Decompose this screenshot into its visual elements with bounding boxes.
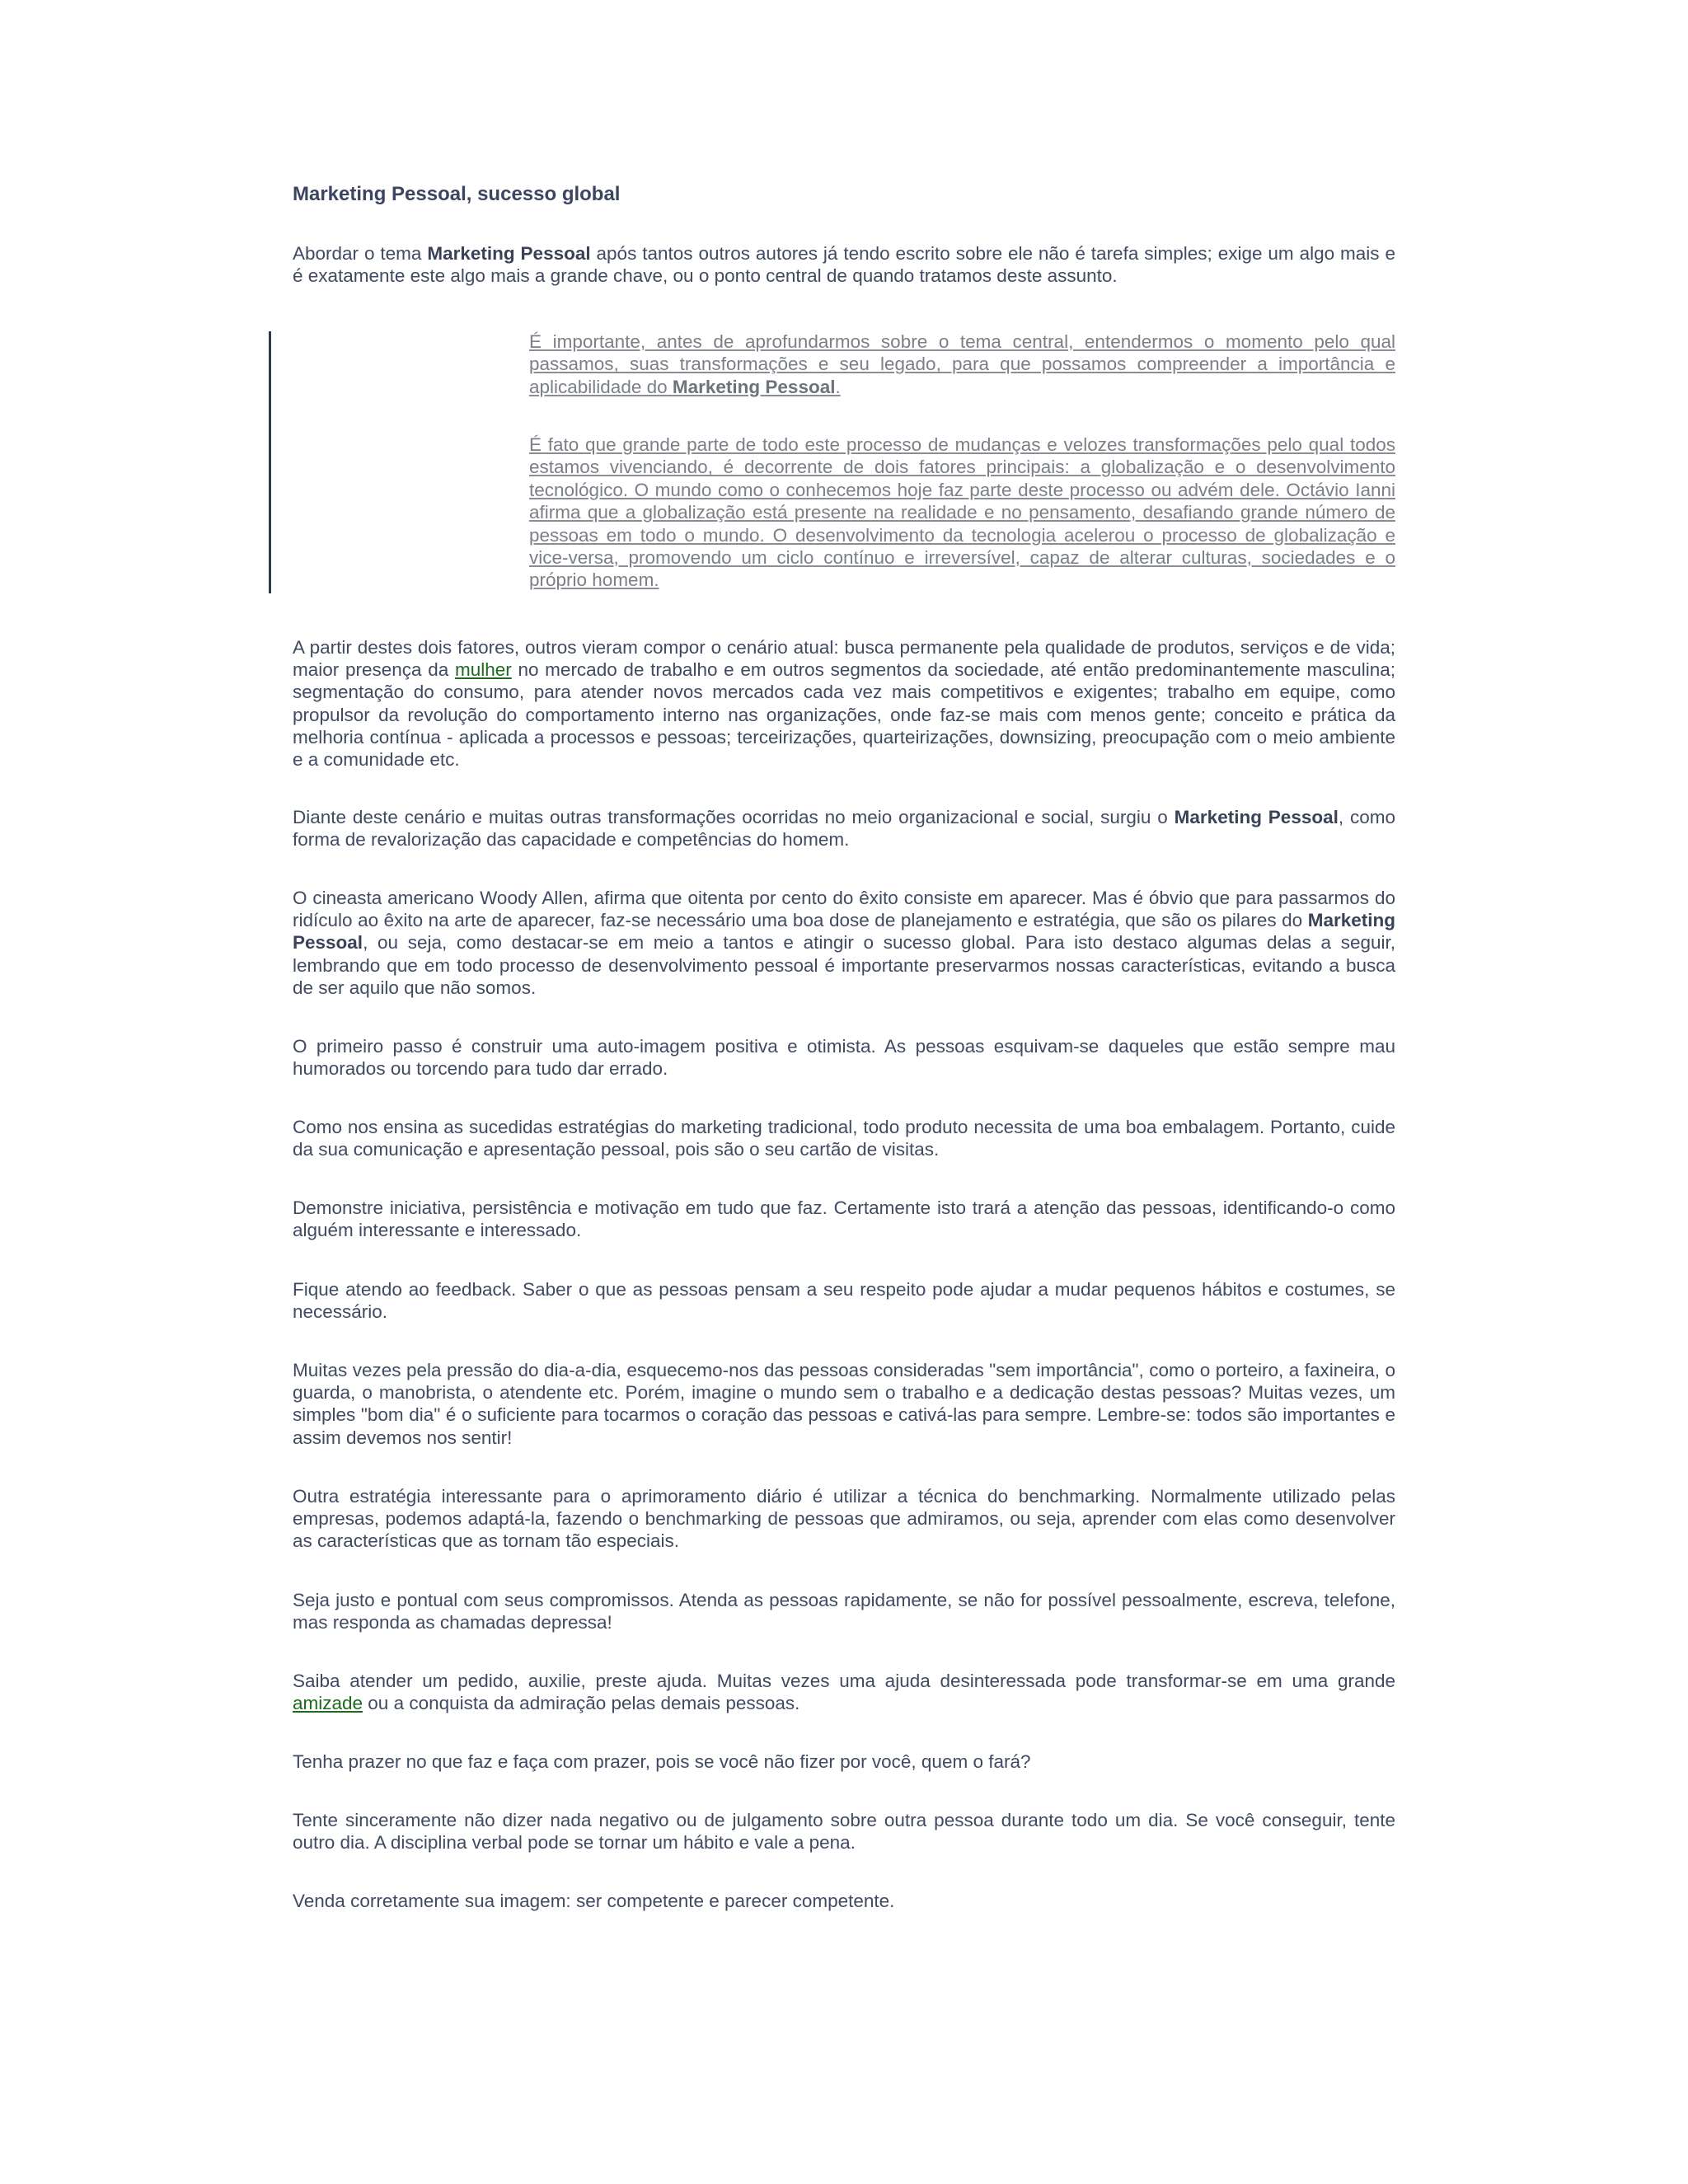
- paragraph-pleasure: Tenha prazer no que faz e faça com prazer, pois se você não fizer por você, quem o fará?: [293, 1751, 1031, 1772]
- p3-text-before: O cineasta americano Woody Allen, afirma que oitenta por cento do êxito consiste em aparecer. Mas é óbvio que para passarmos do ridículo ao êxito na arte de aparecer, faz-se necessário uma boa dose de planejamento e estratégia, que são os pilares do: [293, 888, 1395, 931]
- paragraph-image: Venda corretamente sua imagem: ser competente e parecer competente.: [293, 1891, 895, 1911]
- intro-text-before: Abordar o tema: [293, 243, 428, 264]
- paragraph-feedback: Fique atendo ao feedback. Saber o que as pessoas pensam a seu respeito pode ajudar a mudar pequenos hábitos e costumes, se necessário.: [293, 1279, 1395, 1323]
- quote-paragraph-2: É fato que grande parte de todo este processo de mudanças e velozes transformações pelo qual todos estamos vivenciando, é decorrente de dois fatores principais: a globalização e o desenvolvimento tecnológico. O mundo como o conhecemos hoje faz parte deste processo ou advém dele. Octávio Ianni afirma que a globalização está presente na realidade e no pensamento, desafiando grande número de pessoas em todo o mundo. O desenvolvimento da tecnologia acelerou o processo de globalização e vice-versa, promovendo um ciclo contínuo e irreversível, capaz de alterar culturas, sociedades e o próprio homem.: [529, 434, 1395, 591]
- p2-text-after: , como forma de revalorização das capacidade e competências do homem.: [293, 807, 1395, 851]
- p11-text-before: Saiba atender um pedido, auxilie, preste ajuda. Muitas vezes uma ajuda desinteressada pode transformar-se em uma grande: [293, 1671, 1395, 1691]
- quote1-bold-term: Marketing Pessoal: [672, 376, 836, 397]
- quote1-text-after: .: [835, 376, 841, 397]
- paragraph-initiative: Demonstre iniciativa, persistência e motivação em tudo que faz. Certamente isto trará a atenção das pessoas, identificando-o como alguém interessante e interessado.: [293, 1197, 1395, 1241]
- intro-text-after: após tantos outros autores já tendo escrito sobre ele não é tarefa simples; exige um algo mais e é exatamente este algo mais a grande chave, ou o ponto central de quando tratamos deste assunto.: [293, 243, 1395, 287]
- paragraph-self-image: O primeiro passo é construir uma auto-imagem positiva e otimista. As pessoas esquivam-se daqueles que estão sempre mau humorados ou torcendo para tudo dar errado.: [293, 1036, 1395, 1080]
- page-title: Marketing Pessoal, sucesso global: [293, 183, 621, 205]
- paragraph-benchmarking: Outra estratégia interessante para o aprimoramento diário é utilizar a técnica do benchmarking. Normalmente utilizado pelas empresas, podemos adaptá-la, fazendo o benchmarking de pessoas que admiramos, ou seja, aprender com elas como desenvolver as características que as tornam tão especiais.: [293, 1486, 1395, 1552]
- paragraph-punctual: Seja justo e pontual com seus compromissos. Atenda as pessoas rapidamente, se não for possível pessoalmente, escreva, telefone, mas responda as chamadas depressa!: [293, 1590, 1395, 1633]
- paragraph-packaging: Como nos ensina as sucedidas estratégias do marketing tradicional, todo produto necessita de uma boa embalagem. Portanto, cuide da sua comunicação e apresentação pessoal, pois são o seu cartão de visitas.: [293, 1117, 1395, 1160]
- p1-text-before: A partir destes dois fatores, outros vieram compor o cenário atual: busca permanente pela qualidade de produtos, serviços e de vida; maior presença da: [293, 637, 1395, 681]
- p2-bold-term: Marketing Pessoal: [1174, 807, 1339, 827]
- p3-bold-term: Marketing Pessoal: [293, 910, 1395, 954]
- paragraph-verbal-discipline: Tente sinceramente não dizer nada negativo ou de julgamento sobre outra pessoa durante todo um dia. Se você conseguir, tente outro dia. A disciplina verbal pode se tornar um hábito e vale a pena.: [293, 1810, 1395, 1854]
- intro-bold-term: Marketing Pessoal: [427, 243, 591, 264]
- paragraph-people: Muitas vezes pela pressão do dia-a-dia, esquecemo-nos das pessoas consideradas "sem importância", como o porteiro, a faxineira, o guarda, o manobrista, o atendente etc. Porém, imagine o mundo sem o trabalho e a dedicação destas pessoas? Muitas vezes, um simples "bom dia" é o suficiente para tocarmos o coração das pessoas e cativá-las para sempre. Lembre-se: todos são importantes e assim devemos nos sentir!: [293, 1360, 1395, 1448]
- quote-margin-bar: [269, 331, 271, 593]
- mulher-link[interactable]: mulher: [454, 659, 512, 681]
- paragraph-help: [293, 1670, 1395, 1714]
- paragraph-factors: [293, 636, 1395, 771]
- amizade-link[interactable]: amizade: [293, 1693, 363, 1714]
- paragraph-scenario: [293, 806, 1395, 851]
- quote-paragraph-1: [529, 330, 1395, 398]
- intro-paragraph: [293, 242, 1395, 287]
- p2-text-before: Diante deste cenário e muitas outras transformações ocorridas no meio organizacional e social, surgiu o: [293, 807, 1175, 827]
- paragraph-woody-allen: [293, 887, 1395, 999]
- p3-text-after: , ou seja, como destacar-se em meio a tantos e atingir o sucesso global. Para isto destaco algumas delas a seguir, lembrando que em todo processo de desenvolvimento pessoal é importante preservarmos nossas características, evitando a busca de ser aquilo que não somos.: [293, 932, 1395, 998]
- p1-text-after: no mercado de trabalho e em outros segmentos da sociedade, até então predominantemente masculina; segmentação do consumo, para atender novos mercados cada vez mais competitivos e exigentes; trabalho em equipe, como propulsor da revolução do comportamento interno nas organizações, onde faz-se mais com menos gente; conceito e prática da melhoria contínua - aplicada a processos e pessoas; terceirizações, quarteirizações, downsizing, preocupação com o meio ambiente e a comunidade etc.: [293, 659, 1395, 771]
- p11-text-after: ou a conquista da admiração pelas demais pessoas.: [363, 1693, 800, 1714]
- quote1-text-before: É importante, antes de aprofundarmos sobre o tema central, entendermos o momento pelo qual passamos, suas transformações e seu legado, para que possamos compreender a importância e aplicabilidade do: [529, 331, 1395, 397]
